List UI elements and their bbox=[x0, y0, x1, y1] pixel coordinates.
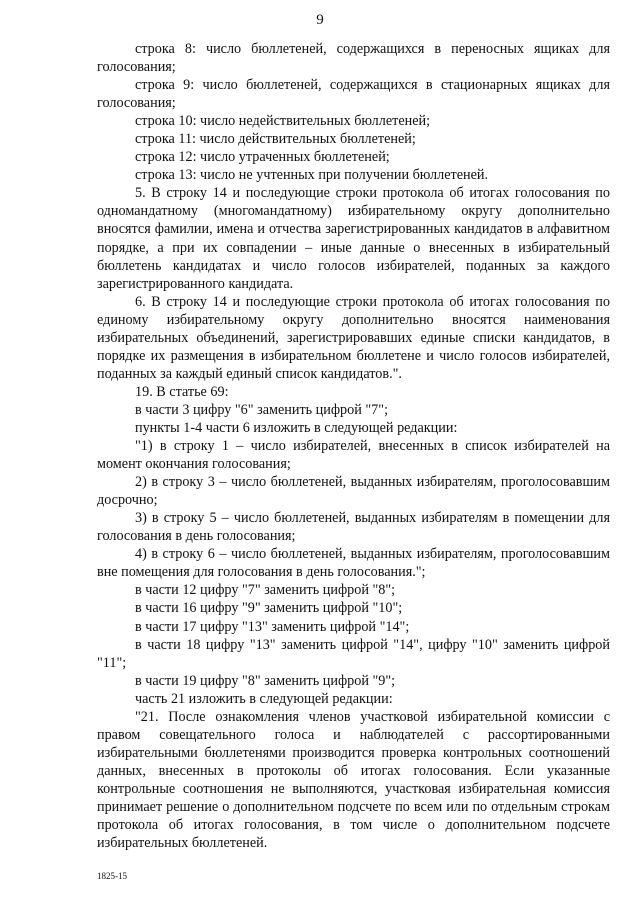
paragraph: 19. В статье 69: bbox=[135, 383, 229, 400]
paragraph: строка 10: число недействительных бюллетеней; bbox=[135, 113, 431, 130]
paragraph: "1) в строку 1 – число избирателей, внесенных в список избирателей на момент окончания голосования; bbox=[97, 438, 610, 473]
paragraph: 4) в строку 6 – число бюллетеней, выданных избирателям, проголосовавшим вне помещения для голосования в день голосования."; bbox=[97, 546, 610, 581]
paragraph: строка 9: число бюллетеней, содержащихся в стационарных ящиках для голосования; bbox=[97, 77, 610, 112]
paragraph: пункты 1-4 части 6 изложить в следующей редакции: bbox=[135, 419, 458, 436]
page-number: 9 bbox=[316, 12, 324, 28]
footer-code: 1825-15 bbox=[97, 871, 127, 881]
paragraph: в части 16 цифру "9" заменить цифрой "10"; bbox=[135, 600, 403, 617]
paragraph: строка 11: число действительных бюллетеней; bbox=[135, 131, 416, 148]
paragraph: 6. В строку 14 и последующие строки протокола об итогах голосования по единому избирательному округу дополнительно вносятся наименования избирательных объединений, зарегистрировавших единые списки кандидатов, в порядке их размещения в избирательном бюллетене и число голосов избирателей, поданных за каждый единый список кандидатов.". bbox=[97, 293, 610, 382]
paragraph: строка 12: число утраченных бюллетеней; bbox=[135, 149, 390, 166]
paragraph: 2) в строку 3 – число бюллетеней, выданных избирателям, проголосовавшим досрочно; bbox=[97, 474, 610, 509]
document-body bbox=[97, 40, 610, 852]
paragraph: строка 13: число не учтенных при получении бюллетеней. bbox=[135, 167, 489, 184]
paragraph: 5. В строку 14 и последующие строки протокола об итогах голосования по одномандатному (многомандатному) избирательному округу дополнительно вносятся фамилии, имена и отчества зарегистрированных кандидатов в алфавитном порядке, а при их совпадении – иные данные о внесенных в избирательный бюллетень кандидатах и число голосов избирателей, поданных за каждого зарегистрированного кандидата. bbox=[97, 185, 610, 292]
paragraph: в части 3 цифру "6" заменить цифрой "7"; bbox=[135, 401, 389, 418]
paragraph: в части 18 цифру "13" заменить цифрой "14", цифру "10" заменить цифрой "11"; bbox=[97, 636, 610, 671]
paragraph: "21. После ознакомления членов участковой избирательной комиссии с правом совещательного голоса и наблюдателей с рассортированными избирательными бюллетенями производится проверка контрольных соотношений данных, внесенных в протоколы об итогах голосования. Если указанные контрольные соотношения не выполняются, участковая избирательная комиссия принимает решение о дополнительном подсчете по всем или по отдельным строкам протокола об итогах голосования, в том числе о дополнительном подсчете избирательных бюллетеней. bbox=[97, 708, 610, 852]
paragraph: часть 21 изложить в следующей редакции: bbox=[135, 690, 393, 707]
paragraph: 3) в строку 5 – число бюллетеней, выданных избирателям в помещении для голосования в день голосования; bbox=[97, 510, 610, 545]
paragraph: в части 19 цифру "8" заменить цифрой "9"; bbox=[135, 672, 396, 689]
paragraph: строка 8: число бюллетеней, содержащихся в переносных ящиках для голосования; bbox=[97, 41, 610, 76]
paragraph: в части 17 цифру "13" заменить цифрой "14"; bbox=[135, 618, 410, 635]
paragraph: в части 12 цифру "7" заменить цифрой "8"; bbox=[135, 582, 396, 599]
